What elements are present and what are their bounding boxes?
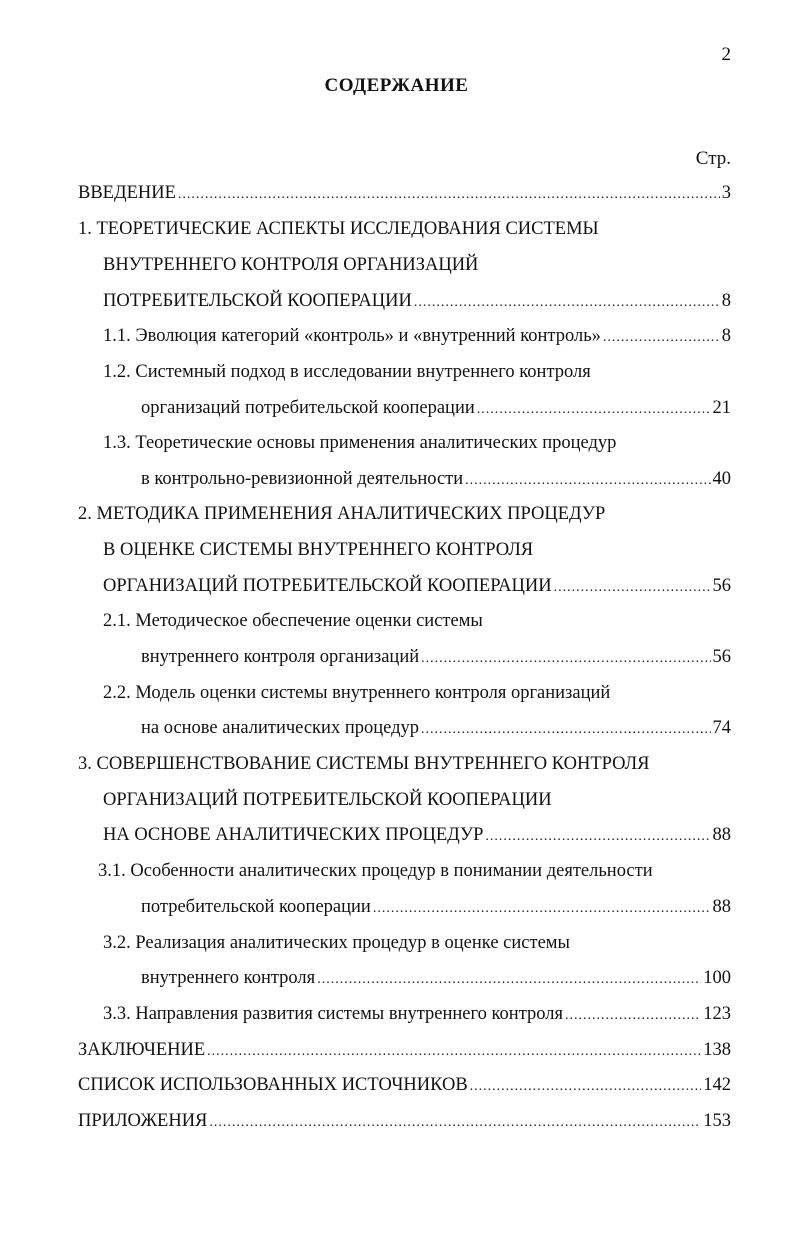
- toc-entry-title: потребительской кооперации: [141, 897, 371, 917]
- dot-leader: [209, 1109, 701, 1137]
- dot-leader: [178, 181, 720, 209]
- toc-chapter-2-line-2[interactable]: В ОЦЕНКЕ СИСТЕМЫ ВНУТРЕННЕГО КОНТРОЛЯ: [103, 540, 534, 560]
- toc-chapter-1-line-2[interactable]: ВНУТРЕННЕГО КОНТРОЛЯ ОРГАНИЗАЦИЙ: [103, 255, 479, 275]
- toc-entry-introduction[interactable]: [78, 179, 731, 207]
- toc-entry-page: 3: [721, 183, 731, 203]
- dot-leader: [207, 1038, 701, 1066]
- dot-leader: [421, 645, 710, 673]
- toc-entry-title: ПОТРЕБИТЕЛЬСКОЙ КООПЕРАЦИИ: [103, 291, 412, 311]
- toc-entry-sources[interactable]: [78, 1071, 731, 1099]
- toc-entry-page: 56: [712, 647, 731, 667]
- toc-section-2-1-line-1[interactable]: 2.1. Методическое обеспечение оценки системы: [103, 611, 483, 631]
- toc-entry-page: 123: [703, 1004, 731, 1024]
- toc-entry-page: 40: [712, 469, 731, 489]
- toc-entry-title: внутреннего контроля: [141, 968, 316, 988]
- toc-entry-title: в контрольно-ревизионной деятельности: [141, 469, 464, 489]
- toc-entry-page: 142: [703, 1075, 731, 1095]
- toc-section-1-1[interactable]: [103, 322, 731, 350]
- toc-entry-page: 21: [712, 398, 731, 418]
- toc-entry-title: внутреннего контроля организаций: [141, 647, 420, 667]
- toc-entry-page: 56: [712, 576, 731, 596]
- toc-entry-appendix[interactable]: [78, 1107, 731, 1135]
- toc-entry-page: 100: [703, 968, 731, 988]
- toc-entry-title: СПИСОК ИСПОЛЬЗОВАННЫХ ИСТОЧНИКОВ: [78, 1075, 468, 1095]
- toc-entry-title: ВВЕДЕНИЕ: [78, 183, 176, 203]
- toc-entry-page: 8: [721, 291, 731, 311]
- toc-entry-page: 138: [703, 1040, 731, 1060]
- page-number: 2: [721, 44, 731, 65]
- toc-entry-title: на основе аналитических процедур: [141, 718, 420, 738]
- toc-entry-title: ПРИЛОЖЕНИЯ: [78, 1111, 208, 1131]
- dot-leader: [373, 895, 711, 923]
- toc-section-3-2-line-2[interactable]: [141, 964, 731, 992]
- toc-section-1-3-line-2[interactable]: [141, 465, 731, 493]
- toc-section-3-3[interactable]: [103, 1000, 731, 1028]
- toc-chapter-3-line-2[interactable]: ОРГАНИЗАЦИЙ ПОТРЕБИТЕЛЬСКОЙ КООПЕРАЦИИ: [103, 790, 552, 810]
- toc-section-2-2-line-2[interactable]: [141, 714, 731, 742]
- dot-leader: [485, 823, 710, 851]
- dot-leader: [317, 966, 701, 994]
- toc-chapter-2-line-3[interactable]: [103, 572, 731, 600]
- toc-section-3-1-line-1[interactable]: 3.1. Особенности аналитических процедур в понимании деятельности: [98, 861, 653, 881]
- toc-section-1-3-line-1[interactable]: 1.3. Теоретические основы применения аналитических процедур: [103, 433, 617, 453]
- dot-leader: [565, 1002, 701, 1030]
- page-title: СОДЕРЖАНИЕ: [324, 75, 469, 96]
- dot-leader: [421, 716, 710, 744]
- toc-section-2-2-line-1[interactable]: 2.2. Модель оценки системы внутреннего контроля организаций: [103, 683, 611, 703]
- dot-leader: [554, 574, 711, 602]
- toc-section-3-2-line-1[interactable]: 3.2. Реализация аналитических процедур в оценке системы: [103, 933, 570, 953]
- toc-section-3-1-line-2[interactable]: [141, 893, 731, 921]
- toc-entry-page: 88: [712, 825, 731, 845]
- dot-leader: [603, 324, 720, 352]
- toc-entry-page: 74: [712, 718, 731, 738]
- dot-leader: [465, 467, 710, 495]
- toc-chapter-1-line-1[interactable]: 1. ТЕОРЕТИЧЕСКИЕ АСПЕКТЫ ИССЛЕДОВАНИЯ СИСТЕМЫ: [78, 219, 599, 239]
- toc-chapter-2-line-1[interactable]: 2. МЕТОДИКА ПРИМЕНЕНИЯ АНАЛИТИЧЕСКИХ ПРОЦЕДУР: [78, 504, 606, 524]
- dot-leader: [477, 396, 711, 424]
- toc-chapter-3-line-3[interactable]: [103, 821, 731, 849]
- toc-section-1-2-line-1[interactable]: 1.2. Системный подход в исследовании внутреннего контроля: [103, 362, 591, 382]
- toc-entry-page: 153: [703, 1111, 731, 1131]
- toc-chapter-3-line-1[interactable]: 3. СОВЕРШЕНСТВОВАНИЕ СИСТЕМЫ ВНУТРЕННЕГО КОНТРОЛЯ: [78, 754, 650, 774]
- toc-chapter-1-line-3[interactable]: [103, 287, 731, 315]
- toc-entry-page: 8: [721, 326, 731, 346]
- toc-entry-title: 1.1. Эволюция категорий «контроль» и «внутренний контроль»: [103, 326, 601, 346]
- toc-entry-page: 88: [712, 897, 731, 917]
- toc-section-1-2-line-2[interactable]: [141, 394, 731, 422]
- toc-entry-title: ОРГАНИЗАЦИЙ ПОТРЕБИТЕЛЬСКОЙ КООПЕРАЦИИ: [103, 576, 552, 596]
- dot-leader: [470, 1073, 702, 1101]
- toc-entry-title: ЗАКЛЮЧЕНИЕ: [78, 1040, 206, 1060]
- page-column-label: Стр.: [695, 148, 731, 169]
- toc-entry-title: НА ОСНОВЕ АНАЛИТИЧЕСКИХ ПРОЦЕДУР: [103, 825, 484, 845]
- toc-entry-title: организаций потребительской кооперации: [141, 398, 475, 418]
- dot-leader: [414, 289, 720, 317]
- toc-entry-title: 3.3. Направления развития системы внутреннего контроля: [103, 1004, 564, 1024]
- toc-section-2-1-line-2[interactable]: [141, 643, 731, 671]
- toc-entry-conclusion[interactable]: [78, 1036, 731, 1064]
